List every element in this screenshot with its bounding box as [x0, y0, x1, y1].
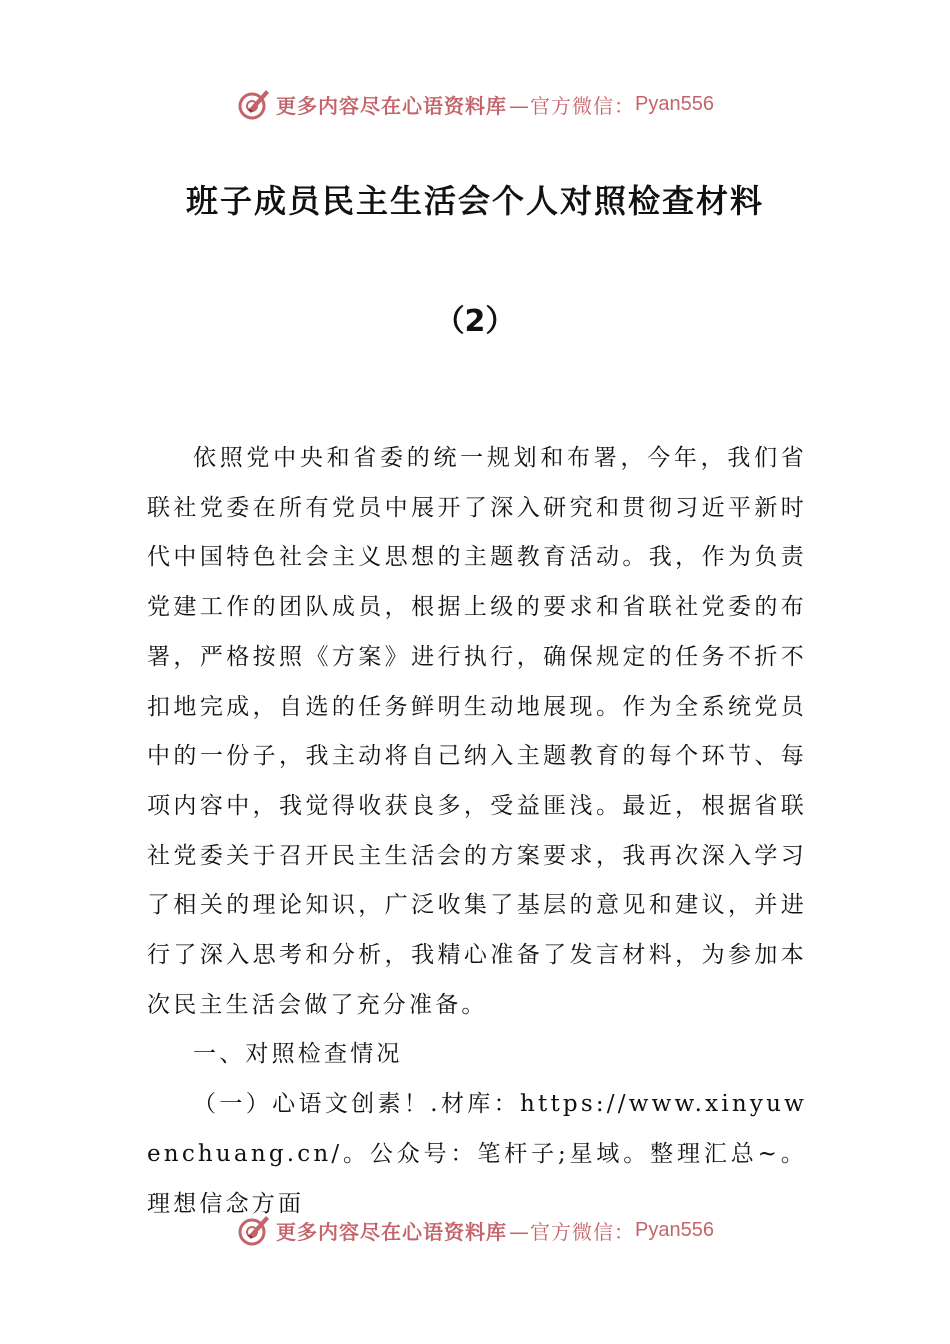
pen-nib-circle-icon: [236, 86, 272, 122]
banner-text: 更多内容尽在心语资料库: [276, 93, 508, 118]
document-subtitle: （2）: [434, 304, 516, 339]
document-title: 班子成员民主生活会个人对照检查材料: [185, 182, 764, 220]
section-heading: 一、对照检查情况: [193, 1041, 403, 1068]
banner-separator: —官方微信：: [509, 93, 636, 118]
document-body: [147, 434, 807, 1229]
banner-wechat-id: Pyan556: [635, 1218, 714, 1241]
header-banner: [0, 82, 950, 126]
banner-separator: —官方微信：: [509, 1219, 636, 1244]
body-paragraph: （一）心语文创素！.材库：https://www.xinyuwenchuang.cn/。公众号：笔杆子;星域。整理汇总~。理想信念方面: [147, 1091, 807, 1217]
pen-nib-circle-icon: [236, 1212, 272, 1248]
footer-banner: [0, 1208, 950, 1252]
body-paragraph: 依照党中央和省委的统一规划和布署，今年，我们省联社党委在所有党员中展开了深入研究和贯彻习近平新时代中国特色社会主义思想的主题教育活动。我，作为负责党建工作的团队成员，根据上级的要求和省联社党委的布署，严格按照《方案》进行执行，确保规定的任务不折不扣地完成，自选的任务鲜明生动地展现。作为全系统党员中的一份子，我主动将自己纳入主题教育的每个环节、每项内容中，我觉得收获良多，受益匪浅。最近，根据省联社党委关于召开民主生活会的方案要求，我再次深入学习了相关的理论知识，广泛收集了基层的意见和建议，并进行了深入思考和分析，我精心准备了发言材料，为参加本次民主生活会做了充分准备。: [147, 445, 807, 1018]
banner-wechat-id: Pyan556: [635, 92, 714, 115]
banner-text: 更多内容尽在心语资料库: [276, 1219, 508, 1244]
